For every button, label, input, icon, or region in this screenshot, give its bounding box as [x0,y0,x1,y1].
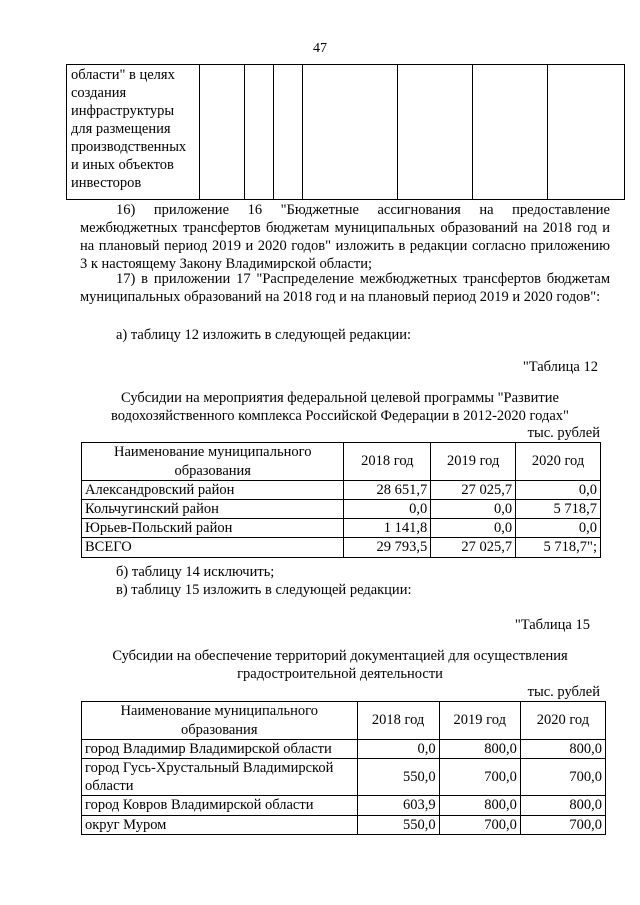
table-row [82,481,601,500]
fragment-line: для размещения [71,120,171,137]
fragment-empty-cell [473,65,548,200]
table-cell-name: город Гусь-Хрустальный Владимирской области [82,759,358,796]
table-cell-value: 28 651,7 [344,481,431,500]
table-cell-value: 800,0 [520,796,605,815]
table15-header-2018: 2018 год [357,702,439,740]
table-cell-name: Александровский район [82,481,344,500]
paragraph-item-v: в) таблицу 15 изложить в следующей редакции: [116,582,412,598]
fragment-empty-cell [398,65,473,200]
table-row [82,500,601,519]
table15-units: тыс. рублей [527,684,600,700]
table-row [82,796,606,815]
fragment-line: инвесторов [71,174,142,191]
table12-header-2020: 2020 год [516,443,601,481]
table15-title: Субсидии на обеспечение территорий документацией для осуществления градостроительной деятельности [112,648,568,683]
table-cell-value: 5 718,7 [516,500,601,519]
table-cell-value: 0,0 [516,481,601,500]
table12-units: тыс. рублей [527,425,600,441]
table-cell-value: 0,0 [344,500,431,519]
table-row [82,759,606,796]
table-row [82,740,606,759]
table-cell-value: 700,0 [520,759,605,796]
table-cell-value: 550,0 [357,815,439,834]
table12-header-name: Наименование муниципального образования [82,443,344,481]
table12-title: Субсидии на мероприятия федеральной целевой программы "Развитие водохозяйственного комплекса Российской Федерации в 2012-2020 годах" [111,390,569,425]
fragment-cell [67,65,200,200]
fragment-empty-cell [303,65,398,200]
table-cell-value: 27 025,7 [431,481,516,500]
table-cell-value: 800,0 [520,740,605,759]
table15-header-2019: 2019 год [439,702,520,740]
table-cell-value: 800,0 [439,740,520,759]
fragment-line: инфраструктуры [71,102,175,119]
fragment-empty-cell [548,65,625,200]
table-cell-name: Кольчугинский район [82,500,344,519]
table-cell-total-label: ВСЕГО [82,538,344,557]
fragment-line: создания [71,84,127,101]
table12-header-row [82,443,601,481]
table-cell-value: 603,9 [357,796,439,815]
table-cell-value: 0,0 [431,519,516,538]
fragment-line: производственных [71,138,187,155]
table-cell-name: город Владимир Владимирской области [82,740,358,759]
table-row [82,815,606,834]
table12-header-2019: 2019 год [431,443,516,481]
table12-header-2018: 2018 год [344,443,431,481]
paragraph-item-16: 16) приложение 16 "Бюджетные ассигнования на предоставление межбюджетных трансфертов бюджетам муниципальных образований на 2018 год и на плановый период 2019 и 2020 годов" изложить в редакции согласно приложению 3 к настоящему Закону Владимирской области; [80,202,610,273]
table-cell-name: город Ковров Владимирской области [82,796,358,815]
table-cell-value: 0,0 [431,500,516,519]
table15-label: "Таблица 15 [514,617,590,633]
table-cell-value: 700,0 [520,815,605,834]
table-row [82,519,601,538]
table-cell-value: 800,0 [439,796,520,815]
paragraph-item-17: 17) в приложении 17 "Распределение межбюджетных трансфертов бюджетам муниципальных образований на 2018 год и на плановый период 2019 и 2020 годов": [80,271,610,306]
table-cell-value: 550,0 [357,759,439,796]
paragraph-item-b: б) таблицу 14 исключить; [116,564,275,580]
fragment-empty-cell [274,65,303,200]
table-cell-value: 700,0 [439,759,520,796]
fragment-empty-cell [200,65,245,200]
page-number: 47 [313,41,327,56]
table-cell-value: 0,0 [357,740,439,759]
fragment-line: и иных объектов [71,156,174,173]
table15 [81,701,606,835]
table-cell-name: Юрьев-Польский район [82,519,344,538]
table-cell-total: 29 793,5 [344,538,431,557]
table15-header-name: Наименование муниципального образования [82,702,358,740]
table-cell-total: 5 718,7"; [516,538,601,557]
table-cell-name: округ Муром [82,815,358,834]
table12-label: "Таблица 12 [522,359,598,375]
fragment-line: области" в целях [71,67,175,83]
table12-total-row [82,538,601,557]
fragment-empty-cell [245,65,274,200]
table-cell-value: 0,0 [516,519,601,538]
paragraph-item-17a: а) таблицу 12 изложить в следующей редакции: [116,327,412,343]
table15-header-row [82,702,606,740]
table-cell-total: 27 025,7 [431,538,516,557]
table-cell-value: 1 141,8 [344,519,431,538]
fragment-table [66,64,625,200]
table-cell-value: 700,0 [439,815,520,834]
table12 [81,442,601,558]
table15-header-2020: 2020 год [520,702,605,740]
